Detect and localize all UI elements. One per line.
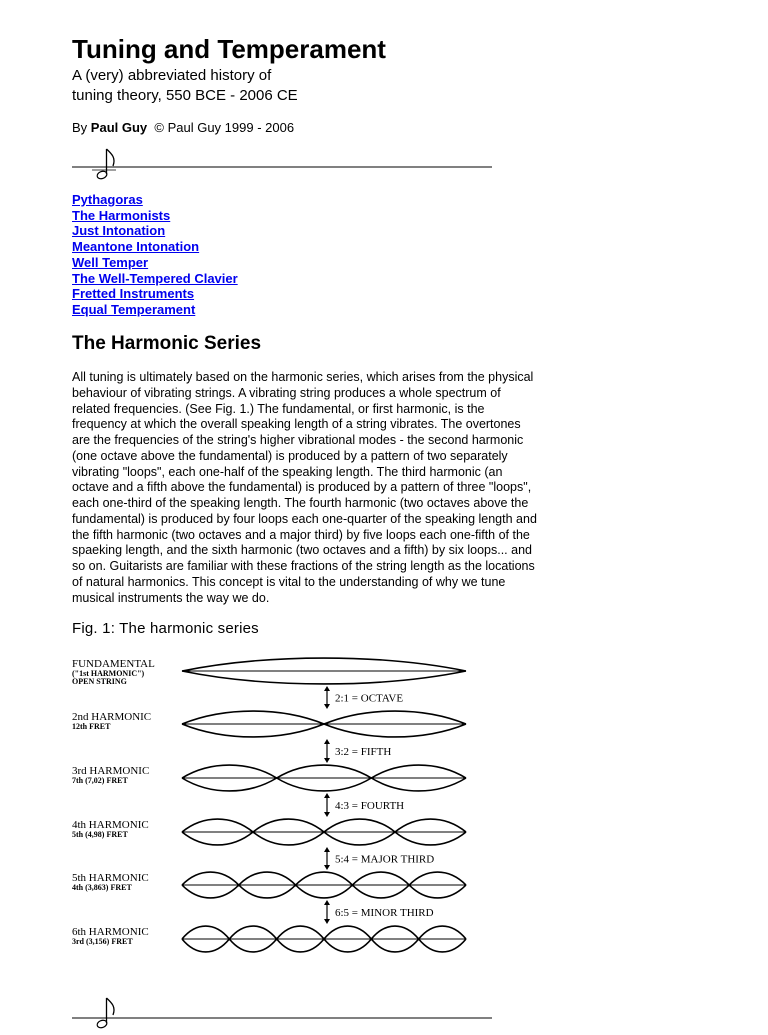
table-of-contents — [72, 192, 238, 318]
subtitle-line-1: A (very) abbreviated history of — [72, 67, 272, 84]
toc-link-well-temper[interactable]: Well Temper — [72, 254, 149, 270]
paragraph-line: each one-third of the speaking length. The fourth harmonic (two octaves above the — [72, 496, 529, 510]
harmonic-sublabel: ("1st HARMONIC") — [72, 669, 145, 678]
eighth-note-icon — [96, 998, 114, 1029]
paragraph-line: (one octave above the fundamental) is produced by a pattern of two separately — [72, 448, 508, 463]
harmonic-wave-lower — [182, 939, 466, 952]
toc-link-fretted-instruments[interactable]: Fretted Instruments — [72, 286, 195, 302]
music-note-divider — [72, 146, 492, 186]
toc-link-equal-temperament[interactable]: Equal Temperament — [72, 301, 196, 317]
ratio-arrow-down — [324, 704, 330, 709]
paragraph-line: so on. Guitarists are familiar with these fractions of the string length as the locations — [72, 559, 535, 573]
toc-link-meantone-intonation[interactable]: Meantone Intonation — [72, 239, 200, 255]
harmonic-label: 5th HARMONIC — [72, 872, 149, 884]
paragraph-line: the fifth harmonic (two octaves and a major third) by five loops each one-fifth of the — [72, 527, 530, 542]
harmonic-wave-lower — [182, 832, 466, 845]
figure-caption: Fig. 1: The harmonic series — [72, 620, 259, 637]
ratio-arrow-up — [324, 847, 330, 852]
harmonic-label: 4th HARMONIC — [72, 819, 149, 831]
ratio-arrow-down — [324, 919, 330, 924]
ratio-arrow-down — [324, 758, 330, 763]
harmonic-wave-lower — [182, 724, 466, 737]
harmonic-sublabel: 3rd (3,156) FRET — [72, 937, 133, 946]
copyright-notice: © Paul Guy 1999 - 2006 — [154, 120, 295, 135]
harmonic-wave-upper — [182, 765, 466, 778]
section-heading: The Harmonic Series — [72, 333, 262, 354]
toc-link-just-intonation[interactable]: Just Intonation — [72, 223, 166, 239]
ratio-arrow-up — [324, 900, 330, 905]
harmonic-wave-upper — [182, 819, 466, 832]
harmonic-label: FUNDAMENTAL — [72, 658, 155, 670]
paragraph-line: spaeking length, and the sixth harmonic (two octaves and a fifth) by six loops... and — [72, 543, 532, 558]
harmonic-sublabel: 4th (3,863) FRET — [72, 883, 132, 892]
interval-ratio-label: 4:3 = FOURTH — [335, 800, 405, 812]
toc-link-harmonists[interactable]: The Harmonists — [72, 207, 171, 223]
subtitle-line-2: tuning theory, 550 BCE - 2006 CE — [72, 87, 298, 104]
ratio-arrow-up — [324, 686, 330, 691]
harmonic-wave-lower — [182, 671, 466, 684]
harmonic-wave-upper — [182, 711, 466, 724]
ratio-arrow-down — [324, 812, 330, 817]
paragraph-line: are the frequencies of the string's higher vibrational modes - the second harmonic — [72, 433, 524, 447]
paragraph-line: related frequencies. (See Fig. 1.) The fundamental, or first harmonic, is the — [72, 401, 485, 416]
harmonic-wave-upper — [182, 926, 466, 939]
interval-ratio-label: 5:4 = MAJOR THIRD — [335, 853, 435, 866]
harmonic-wave-lower — [182, 885, 466, 898]
ratio-arrow-up — [324, 793, 330, 798]
byline — [72, 120, 294, 135]
paragraph-line: All tuning is ultimately based on the harmonic series, which arises from the physical — [72, 370, 534, 384]
harmonic-sublabel: 12th FRET — [72, 722, 111, 731]
byline-prefix: By — [72, 120, 88, 135]
subtitle — [72, 66, 298, 106]
ratio-arrow-up — [324, 739, 330, 744]
harmonic-label: 2nd HARMONIC — [72, 711, 152, 723]
harmonic-label: 6th HARMONIC — [72, 926, 149, 938]
body-paragraph — [72, 370, 592, 606]
interval-ratio-label: 3:2 = FIFTH — [335, 746, 392, 758]
harmonic-wave-upper — [182, 872, 466, 885]
harmonic-label: 3rd HARMONIC — [72, 765, 150, 777]
harmonic-sublabel: OPEN STRING — [72, 677, 127, 686]
paragraph-line: octave and a fifth above the fundamental) is produced by a pattern of three "loops", — [72, 480, 532, 495]
harmonic-wave-upper — [182, 658, 466, 671]
ratio-arrow-down — [324, 865, 330, 870]
author-name: Paul Guy — [90, 120, 148, 135]
music-note-divider-bottom — [72, 995, 492, 1035]
page-title: Tuning and Temperament — [72, 34, 386, 64]
eighth-note-icon — [92, 149, 116, 180]
paragraph-line: fundamental) is produced by four loops each one-quarter of the speaking length and — [72, 511, 537, 526]
toc-link-well-tempered-clavier[interactable]: The Well-Tempered Clavier — [72, 270, 238, 286]
interval-ratio-label: 6:5 = MINOR THIRD — [335, 907, 434, 919]
toc-link-pythagoras[interactable]: Pythagoras — [72, 192, 143, 207]
paragraph-line: vibrating "loops", each one-half of the speaking length. The third harmonic (an — [72, 464, 503, 479]
paragraph-line: behaviour of vibrating strings. A vibrating string produces a whole spectrum of — [72, 385, 501, 400]
paragraph-line: musical instruments the way we do. — [72, 590, 270, 605]
harmonic-sublabel: 7th (7,02) FRET — [72, 776, 128, 785]
paragraph-line: of natural harmonics. This concept is vital to the understanding of why we tune — [72, 574, 506, 589]
harmonic-series-figure — [72, 652, 472, 962]
paragraph-line: frequency at which the overall speaking length of a string vibrates. The overtones — [72, 417, 521, 432]
harmonic-wave-lower — [182, 778, 466, 791]
interval-ratio-label: 2:1 = OCTAVE — [335, 692, 404, 705]
harmonic-sublabel: 5th (4,98) FRET — [72, 830, 128, 839]
